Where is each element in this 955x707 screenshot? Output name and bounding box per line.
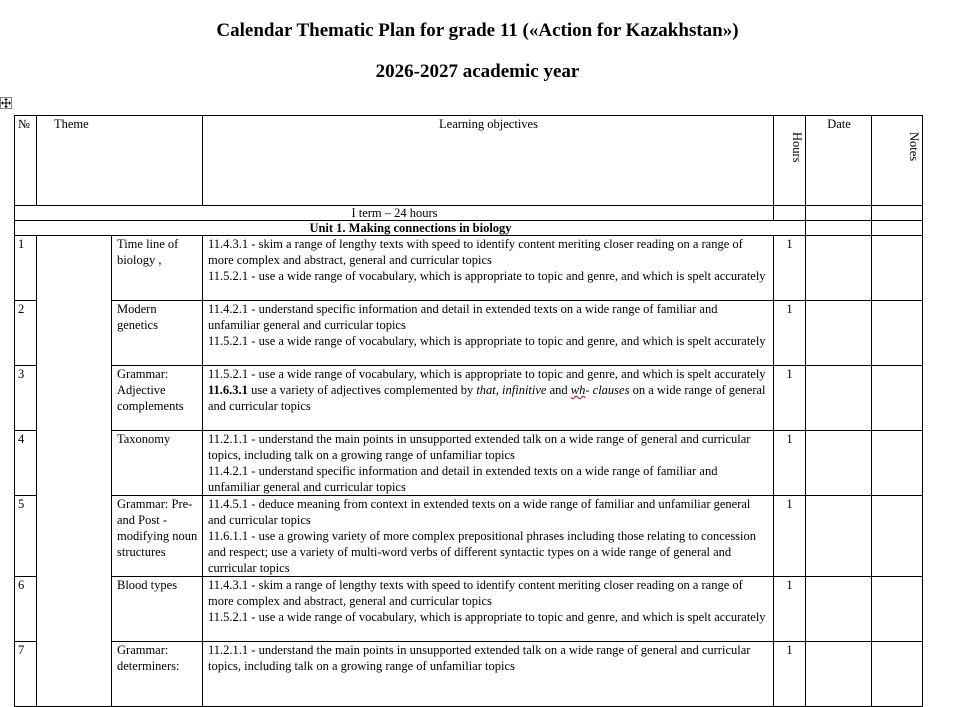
- header-learning-objectives: Learning objectives: [203, 116, 774, 206]
- objective-text: 11.4.2.1 - understand specific information and detail in extended texts on a wide range of familiar and unfamiliar general and curricular topics: [208, 464, 718, 494]
- header-date: Date: [806, 116, 872, 206]
- lesson-hours: 1: [774, 577, 806, 642]
- objective-text: 11.6.1.1 - use a growing variety of more complex prepositional phrases including those relating to concession and respect; use a variety of multi-word verbs of different syntactic types on a wide range of general and curricular topics: [208, 529, 757, 575]
- lesson-date-cell[interactable]: [806, 577, 872, 642]
- lesson-objectives: [203, 301, 774, 366]
- lesson-number: 1: [15, 236, 37, 301]
- lesson-number: 5: [15, 496, 37, 577]
- unit-row: [15, 221, 923, 236]
- lesson-date-cell[interactable]: [806, 301, 872, 366]
- table-row: [15, 642, 923, 707]
- lesson-hours: 1: [774, 431, 806, 496]
- objective-fragment: on a wide range of general and curricular topics: [208, 383, 766, 413]
- lesson-notes-cell[interactable]: [872, 642, 923, 707]
- term-notes-cell[interactable]: [872, 206, 923, 221]
- lesson-notes-cell[interactable]: [872, 431, 923, 496]
- lesson-number: 3: [15, 366, 37, 431]
- lesson-hours: 1: [774, 366, 806, 431]
- objective-text: 11.4.5.1 - deduce meaning from context in extended texts on a wide range of familiar and unfamiliar general and curricular topics: [208, 497, 751, 527]
- theme-cell[interactable]: [37, 236, 112, 707]
- unit-notes-cell[interactable]: [872, 221, 923, 236]
- lesson-date-cell[interactable]: [806, 366, 872, 431]
- objective-italic: that, infinitive: [476, 383, 547, 397]
- lesson-topic: Modern genetics: [112, 301, 203, 366]
- objective-fragment: use a variety of adjectives complemented by: [247, 383, 477, 397]
- table-row: [15, 496, 923, 577]
- document-title: Calendar Thematic Plan for grade 11 («Action for Kazakhstan»): [216, 20, 739, 41]
- lesson-objectives: [203, 431, 774, 496]
- objective-text: 11.2.1.1 - understand the main points in unsupported extended talk on a wide range of general and curricular topics, including talk on a growing range of unfamiliar topics: [208, 643, 751, 673]
- term-label: I term – 24 hours: [15, 206, 774, 221]
- table-row: [15, 301, 923, 366]
- table-row: [15, 236, 923, 301]
- header-theme: Theme: [37, 116, 203, 206]
- header-row: [15, 116, 923, 206]
- term-hours-cell[interactable]: [774, 206, 806, 221]
- lesson-number: 7: [15, 642, 37, 707]
- header-hours: Hours: [774, 116, 806, 206]
- unit-title: Unit 1. Making connections in biology: [15, 221, 806, 236]
- table-row: [15, 366, 923, 431]
- lesson-number: 6: [15, 577, 37, 642]
- lesson-date-cell[interactable]: [806, 431, 872, 496]
- header-number: №: [15, 116, 37, 206]
- table-row: [15, 431, 923, 496]
- table-move-handle-icon[interactable]: [0, 97, 12, 109]
- objective-text: 11.5.2.1 - use a wide range of vocabulary, which is appropriate to topic and genre, and which is spelt accurately: [208, 610, 766, 624]
- objective-text: 11.5.2.1 - use a wide range of vocabulary, which is appropriate to topic and genre, and which is spelt accurately: [208, 334, 766, 348]
- term-row: [15, 206, 923, 221]
- term-date-cell[interactable]: [806, 206, 872, 221]
- lesson-notes-cell[interactable]: [872, 366, 923, 431]
- lesson-topic: Grammar: determiners:: [112, 642, 203, 707]
- objective-text: [208, 382, 769, 414]
- lesson-topic: Time line of biology ,: [112, 236, 203, 301]
- lesson-objectives: [203, 366, 774, 431]
- lesson-date-cell[interactable]: [806, 642, 872, 707]
- academic-year: 2026-2027 academic year: [375, 61, 580, 82]
- unit-date-cell[interactable]: [806, 221, 872, 236]
- objective-italic: - clauses: [585, 383, 630, 397]
- thematic-plan-table: [14, 115, 923, 707]
- objective-code: 11.6.3.1: [208, 383, 248, 397]
- lesson-number: 4: [15, 431, 37, 496]
- lesson-topic: Grammar: Pre- and Post - modifying noun structures: [112, 496, 203, 577]
- objective-fragment: and: [546, 383, 571, 397]
- lesson-objectives: [203, 577, 774, 642]
- spellcheck-underlined-word[interactable]: wh: [570, 383, 586, 397]
- header-notes: Notes: [872, 116, 923, 206]
- lesson-notes-cell[interactable]: [872, 236, 923, 301]
- lesson-objectives: [203, 236, 774, 301]
- lesson-date-cell[interactable]: [806, 236, 872, 301]
- objective-text: 11.4.3.1 - skim a range of lengthy texts with speed to identify content meriting closer reading on a range of more complex and abstract, general and curricular topics: [208, 578, 743, 608]
- objective-text: 11.4.2.1 - understand specific information and detail in extended texts on a wide range of familiar and unfamiliar general and curricular topics: [208, 302, 718, 332]
- objective-text: 11.4.3.1 - skim a range of lengthy texts with speed to identify content meriting closer reading on a range of more complex and abstract, general and curricular topics: [208, 237, 743, 267]
- lesson-topic: Grammar: Adjective complements: [112, 366, 203, 431]
- lesson-hours: 1: [774, 236, 806, 301]
- lesson-objectives: [203, 642, 774, 707]
- lesson-notes-cell[interactable]: [872, 577, 923, 642]
- lesson-topic: Taxonomy: [112, 431, 203, 496]
- objective-text: 11.5.2.1 - use a wide range of vocabulary, which is appropriate to topic and genre, and which is spelt accurately: [208, 367, 766, 381]
- lesson-hours: 1: [774, 301, 806, 366]
- table-row: [15, 577, 923, 642]
- lesson-hours: 1: [774, 496, 806, 577]
- lesson-notes-cell[interactable]: [872, 496, 923, 577]
- lesson-topic: Blood types: [112, 577, 203, 642]
- lesson-objectives: [203, 496, 774, 577]
- lesson-notes-cell[interactable]: [872, 301, 923, 366]
- lesson-hours: 1: [774, 642, 806, 707]
- objective-text: 11.5.2.1 - use a wide range of vocabulary, which is appropriate to topic and genre, and which is spelt accurately: [208, 269, 766, 283]
- objective-text: 11.2.1.1 - understand the main points in unsupported extended talk on a wide range of general and curricular topics, including talk on a growing range of unfamiliar topics: [208, 432, 751, 462]
- lesson-date-cell[interactable]: [806, 496, 872, 577]
- lesson-number: 2: [15, 301, 37, 366]
